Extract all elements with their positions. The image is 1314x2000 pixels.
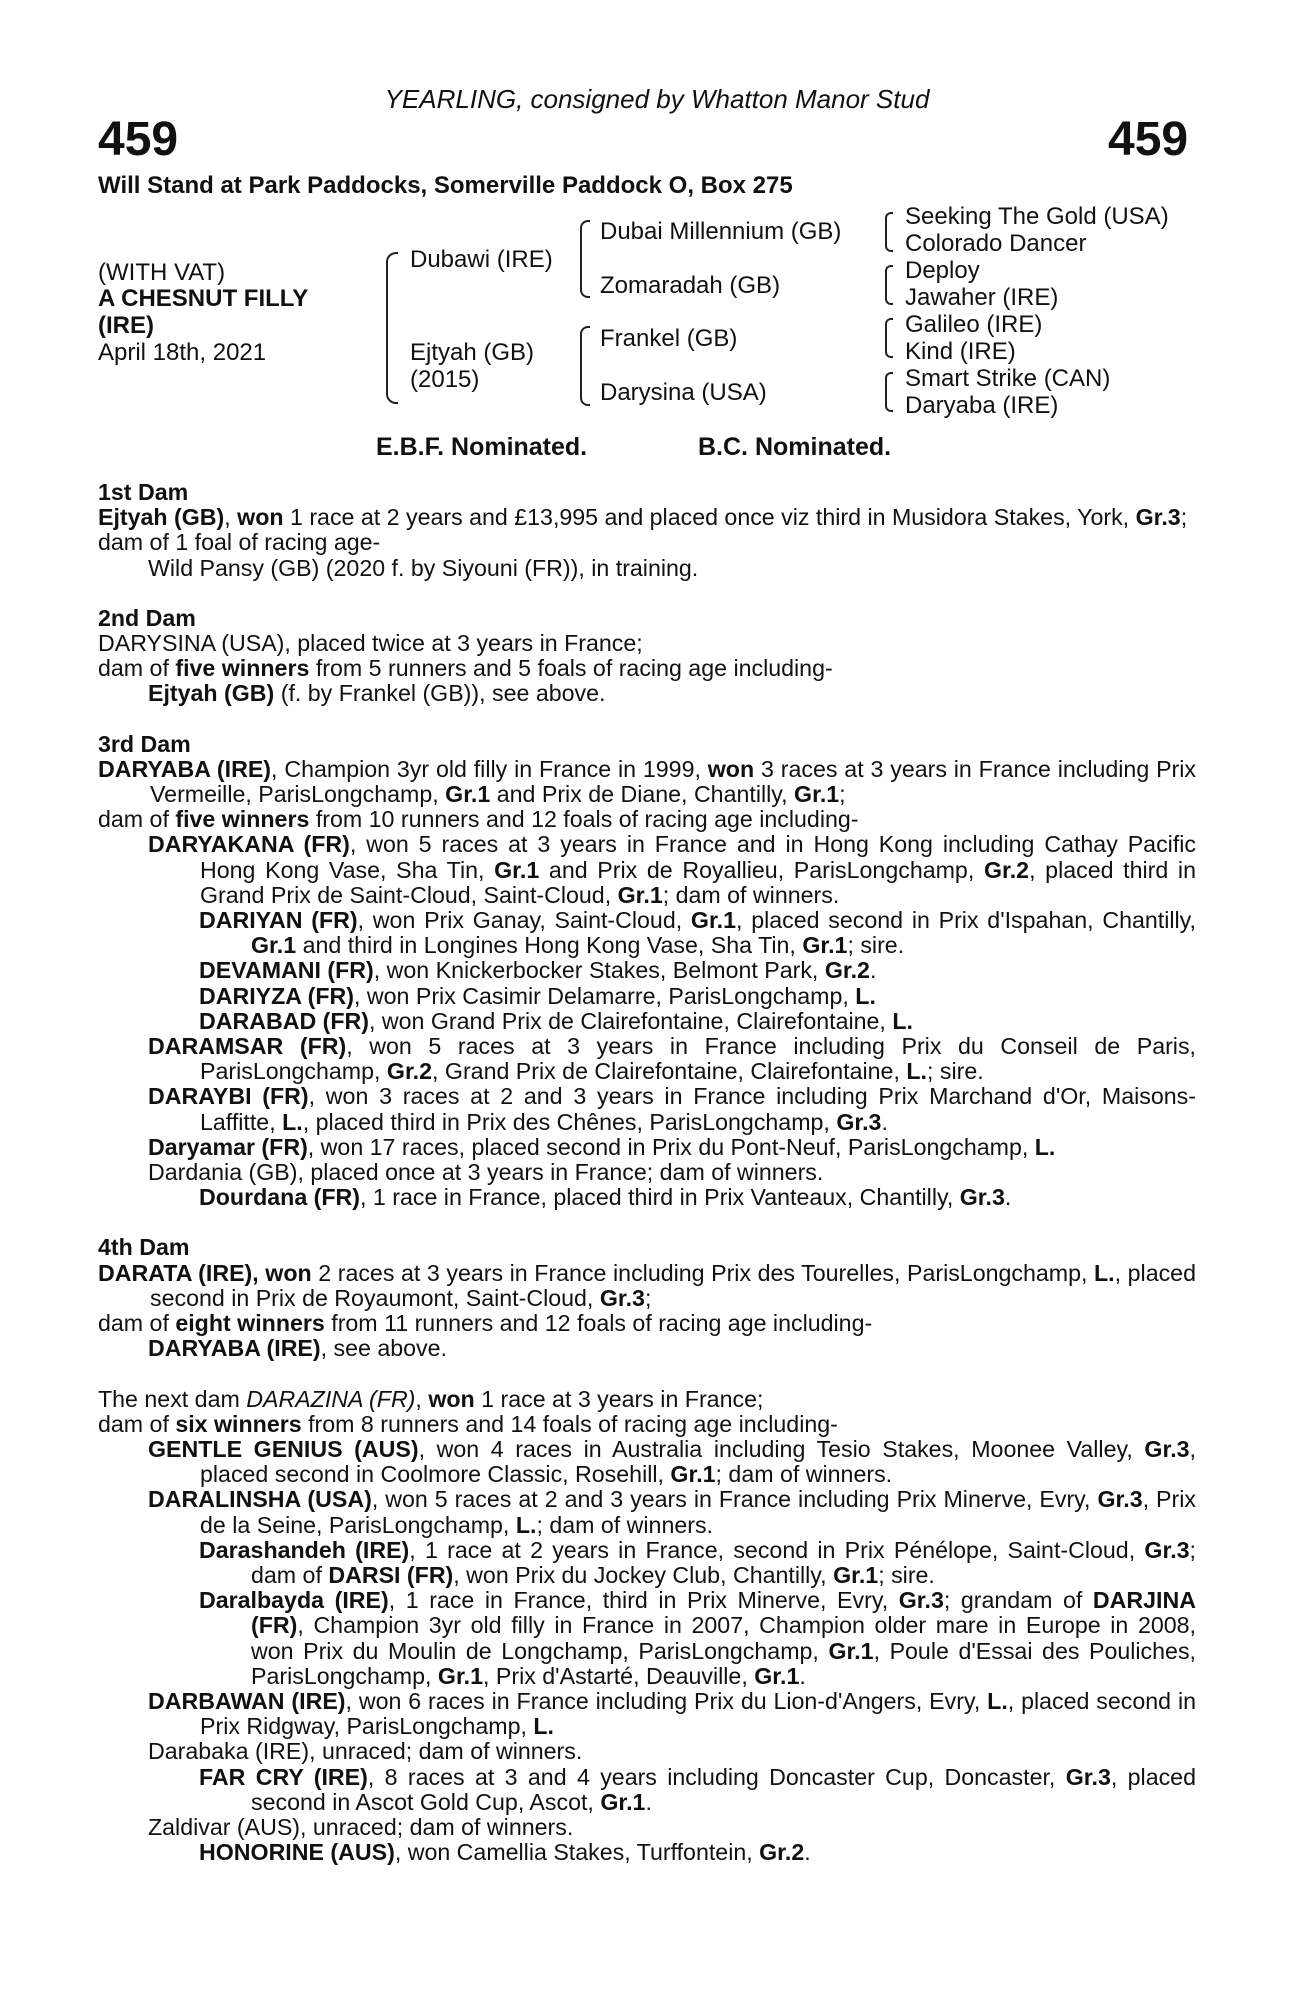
ancestor-2: Colorado Dancer: [905, 230, 1087, 257]
pedigree-brace-sire: [580, 220, 590, 298]
second-dam-produce: dam of five winners from 5 runners and 5 foals of racing age including-: [98, 655, 833, 682]
ancestor-7: Smart Strike (CAN): [905, 365, 1111, 392]
produce-dariyza: DARIYZA (FR), won Prix Casimir Delamarre, ParisLongchamp, L.: [199, 982, 876, 1009]
next-dam-record: The next dam DARAZINA (FR), won 1 race at 3 years in France;: [98, 1385, 764, 1412]
produce-daralbayda: Daralbayda (IRE), 1 race in France, third in Prix Minerve, Evry, Gr.3; grandam of DARJINA (FR), Champion 3yr old filly in France in 2007, Champion older mare in Europe in 2008, won Prix du Moulin de Longchamp, ParisLongchamp, Gr.1, Poule d'Essai des Pouliches, ParisLongchamp, Gr.1, Prix d'Astarté, Deauville, Gr.1.: [199, 1587, 1196, 1689]
first-dam-heading: 1st Dam: [98, 479, 189, 505]
produce-far-cry: FAR CRY (IRE), 8 races at 3 and 4 years including Doncaster Cup, Doncaster, Gr.3, placed second in Ascot Gold Cup, Ascot, Gr.1.: [199, 1763, 1196, 1815]
sire-dam: Zomaradah (GB): [600, 272, 781, 299]
foaling-date: April 18th, 2021: [98, 339, 267, 366]
pedigree-brace-g1: [885, 212, 893, 252]
horse-name: A CHESNUT FILLY: [98, 285, 309, 312]
dam-sire: Frankel (GB): [600, 325, 738, 352]
fourth-dam-heading: 4th Dam: [98, 1234, 190, 1261]
produce-daralinsha: DARALINSHA (USA), won 5 races at 2 and 3 years in France including Prix Minerve, Evry, Gr.3, Prix de la Seine, ParisLongchamp, L.; dam of winners.: [148, 1486, 1196, 1538]
produce-honorine: HONORINE (AUS), won Camellia Stakes, Turffontein, Gr.2.: [199, 1839, 811, 1866]
catalogue-body: [98, 480, 1196, 1865]
produce-dardania: Dardania (GB), placed once at 3 years in France; dam of winners.: [148, 1159, 824, 1186]
lot-number-left: 459: [98, 113, 179, 166]
third-dam-heading: 3rd Dam: [98, 730, 191, 757]
produce-devamani: DEVAMANI (FR), won Knickerbocker Stakes, Belmont Park, Gr.2.: [199, 957, 877, 984]
third-dam-produce: dam of five winners from 10 runners and 12 foals of racing age including-: [98, 806, 859, 833]
ancestor-3: Deploy: [905, 257, 980, 284]
pedigree-brace-g3: [885, 318, 893, 358]
produce-dourdana: Dourdana (FR), 1 race in France, placed third in Prix Vanteaux, Chantilly, Gr.3.: [199, 1184, 1012, 1211]
dam-year: (2015): [410, 366, 480, 393]
produce-daryaba: DARYABA (IRE), see above.: [148, 1335, 447, 1362]
first-dam-produce: dam of 1 foal of racing age-: [98, 529, 381, 556]
dam-dam: Darysina (USA): [600, 379, 767, 406]
bc-nomination: B.C. Nominated.: [698, 433, 892, 461]
produce-daryakana: DARYAKANA (FR), won 5 races at 3 years in France and in Hong Kong including Cathay Pacific Hong Kong Vase, Sha Tin, Gr.1 and Prix de Royallieu, ParisLongchamp, Gr.2, placed third in Grand Prix de Saint-Cloud, Saint-Cloud, Gr.1; dam of winners.: [148, 831, 1197, 908]
produce-daryamar: Daryamar (FR), won 17 races, placed second in Prix du Pont-Neuf, ParisLongchamp, L.: [148, 1133, 1056, 1160]
ancestor-4: Jawaher (IRE): [905, 284, 1059, 311]
first-dam-record: Ejtyah (GB), won 1 race at 2 years and £13,995 and placed once viz third in Musidora Stakes, York, Gr.3;: [98, 504, 1188, 531]
ancestor-1: Seeking The Gold (USA): [905, 203, 1169, 230]
second-dam-record: DARYSINA (USA), placed twice at 3 years in France;: [98, 630, 643, 657]
pedigree-brace-gen1: [386, 252, 398, 404]
produce-daramsar: DARAMSAR (FR), won 5 races at 3 years in France including Prix du Conseil de Paris, ParisLongchamp, Gr.2, Grand Prix de Clairefontaine, Clairefontaine, L.; sire.: [148, 1033, 1196, 1085]
produce-ejtyah: Ejtyah (GB) (f. by Frankel (GB)), see above.: [148, 680, 606, 707]
vat-note: (WITH VAT): [98, 259, 226, 286]
dam: Ejtyah (GB): [410, 339, 535, 366]
horse-name-country: (IRE): [98, 312, 154, 339]
produce-darbawan: DARBAWAN (IRE), won 6 races in France including Prix du Lion-d'Angers, Evry, L., placed second in Prix Ridgway, ParisLongchamp, L.: [148, 1687, 1196, 1740]
produce-daraybi: DARAYBI (FR), won 3 races at 2 and 3 years in France including Prix Marchand d'Or, Maisons-Laffitte, L., placed third in Prix des Chênes, ParisLongchamp, Gr.3.: [148, 1083, 1196, 1135]
next-dam-produce: dam of six winners from 8 runners and 14 foals of racing age including-: [98, 1410, 838, 1437]
produce-darashandeh: Darashandeh (IRE), 1 race at 2 years in France, second in Prix Pénélope, Saint-Cloud, Gr.3; dam of DARSI (FR), won Prix du Jockey Club, Chantilly, Gr.1; sire.: [199, 1536, 1196, 1588]
produce-dariyan: DARIYAN (FR), won Prix Ganay, Saint-Cloud, Gr.1, placed second in Prix d'Ispahan, Chantilly, Gr.1 and third in Longines Hong Kong Vase, Sha Tin, Gr.1; sire.: [199, 907, 1196, 959]
produce-zaldivar: Zaldivar (AUS), unraced; dam of winners.: [148, 1813, 574, 1840]
consignor-subtitle: YEARLING, consigned by Whatton Manor Stud: [384, 84, 930, 114]
pedigree-brace-dam: [580, 326, 590, 406]
ancestor-8: Daryaba (IRE): [905, 392, 1059, 419]
produce-darabaka: Darabaka (IRE), unraced; dam of winners.: [148, 1738, 583, 1765]
ancestor-6: Kind (IRE): [905, 338, 1016, 365]
third-dam-record: DARYABA (IRE), Champion 3yr old filly in France in 1999, won 3 races at 3 years in France including Prix Vermeille, ParisLongchamp, Gr.1 and Prix de Diane, Chantilly, Gr.1;: [98, 755, 1196, 808]
produce-wild-pansy: Wild Pansy (GB) (2020 f. by Siyouni (FR)), in training.: [148, 554, 699, 581]
ancestor-5: Galileo (IRE): [905, 311, 1043, 338]
ebf-nomination: E.B.F. Nominated.: [376, 433, 588, 461]
sire: Dubawi (IRE): [410, 246, 553, 273]
second-dam-heading: 2nd Dam: [98, 604, 196, 631]
produce-darabad: DARABAD (FR), won Grand Prix de Clairefontaine, Clairefontaine, L.: [199, 1007, 913, 1034]
fourth-dam-record: DARATA (IRE), won 2 races at 3 years in France including Prix des Tourelles, ParisLongchamp, L., placed second in Prix de Royaumont, Saint-Cloud, Gr.3;: [98, 1259, 1196, 1311]
pedigree-brace-g4: [885, 372, 893, 412]
pedigree-brace-g2: [885, 265, 893, 305]
stabling-location: Will Stand at Park Paddocks, Somerville Paddock O, Box 275: [98, 172, 793, 199]
sire-sire: Dubai Millennium (GB): [600, 218, 842, 245]
produce-gentle-genius: GENTLE GENIUS (AUS), won 4 races in Australia including Tesio Stakes, Moonee Valley, Gr.3, placed second in Coolmore Classic, Rosehill, Gr.1; dam of winners.: [148, 1435, 1196, 1488]
fourth-dam-produce: dam of eight winners from 11 runners and 12 foals of racing age including-: [98, 1310, 873, 1337]
lot-number-right: 459: [1108, 113, 1189, 166]
